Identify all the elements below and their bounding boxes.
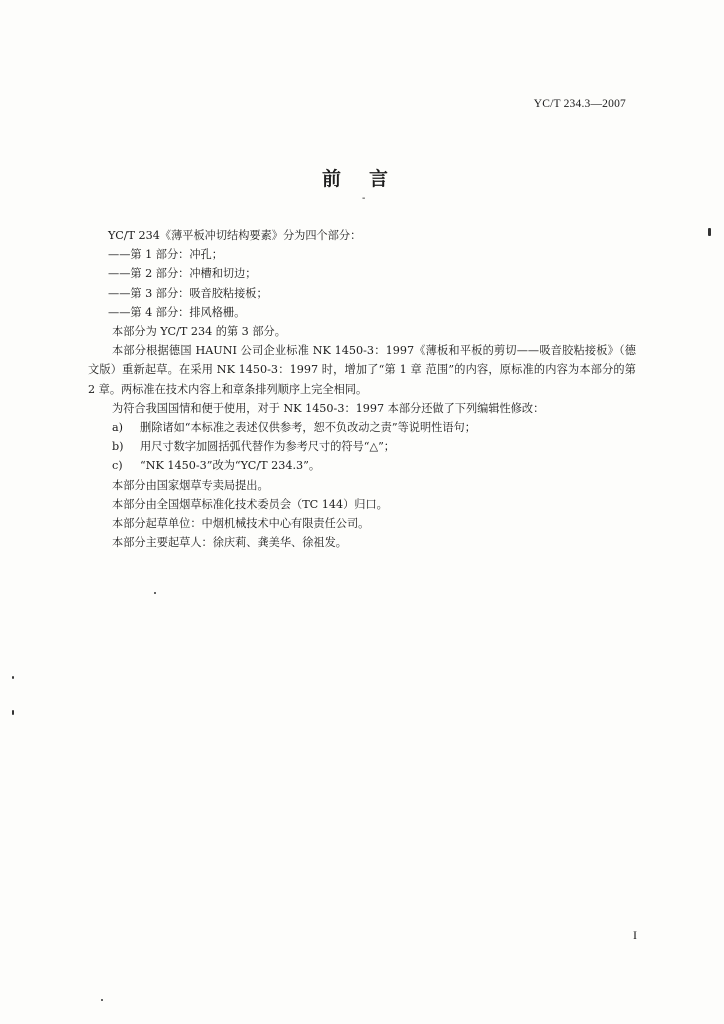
drafting-unit-line: 本部分起草单位：中烟机械技术中心有限责任公司。 bbox=[112, 517, 370, 531]
edit-item-a bbox=[88, 418, 648, 437]
part-item-1: ——第 1 部分：冲孔； bbox=[108, 248, 223, 262]
drafters-line: 本部分主要起草人：徐庆莉、龚美华、徐祖发。 bbox=[112, 536, 347, 550]
scan-speck bbox=[12, 710, 14, 715]
scan-speck bbox=[708, 228, 711, 236]
page-title: 前言 bbox=[321, 168, 416, 190]
edit-item-b-mark: b) bbox=[112, 440, 124, 454]
edit-item-b bbox=[88, 437, 648, 456]
part-item-3: ——第 3 部分：吸音胶粘接板； bbox=[108, 286, 268, 300]
edit-item-a-text: 删除诸如“本标准之表述仅供参考，恕不负改动之责”等说明性语句； bbox=[140, 421, 476, 435]
part-item-4: ——第 4 部分：排风格栅。 bbox=[108, 305, 246, 319]
edit-item-a-mark: a) bbox=[112, 421, 124, 435]
scan-speck bbox=[154, 592, 156, 594]
foreword-body bbox=[88, 226, 648, 552]
this-part-line: 本部分为 YC/T 234 的第 3 部分。 bbox=[112, 325, 286, 339]
basis-paragraph: 本部分根据德国 HAUNI 公司企业标准 NK 1450-3：1997《薄板和平板的剪切——吸音胶粘接板》（德文版）重新起草。在采用 NK 1450-3：1997 时，增加了“第 1 章 范围”的内容，原标准的内容为本部分的第 2 章。两标准在技术内容上和章条排列顺序上完全相同。 bbox=[88, 344, 636, 396]
managed-by-line: 本部分由全国烟草标准化技术委员会（TC 144）归口。 bbox=[112, 497, 388, 511]
scan-speck bbox=[12, 676, 14, 679]
standard-code: YC/T 234.3—2007 bbox=[533, 98, 626, 110]
edit-item-c-mark: c) bbox=[112, 459, 123, 473]
edit-intro-line: 为符合我国国情和便于使用，对于 NK 1450-3：1997 本部分还做了下列编辑性修改： bbox=[112, 401, 545, 415]
edit-item-c bbox=[88, 456, 648, 475]
page-number: I bbox=[633, 928, 637, 942]
title-mark: - bbox=[362, 193, 366, 204]
part-item-2: ——第 2 部分：冲槽和切边； bbox=[108, 267, 257, 281]
edit-item-b-text: 用尺寸数字加圆括弧代替作为参考尺寸的符号“△”； bbox=[140, 440, 395, 454]
proposed-by-line: 本部分由国家烟草专卖局提出。 bbox=[112, 478, 269, 492]
intro-line: YC/T 234《薄平板冲切结构要素》分为四个部分： bbox=[108, 229, 362, 242]
edit-item-c-text: “NK 1450-3”改为“YC/T 234.3”。 bbox=[140, 459, 321, 473]
scan-speck bbox=[101, 999, 103, 1001]
